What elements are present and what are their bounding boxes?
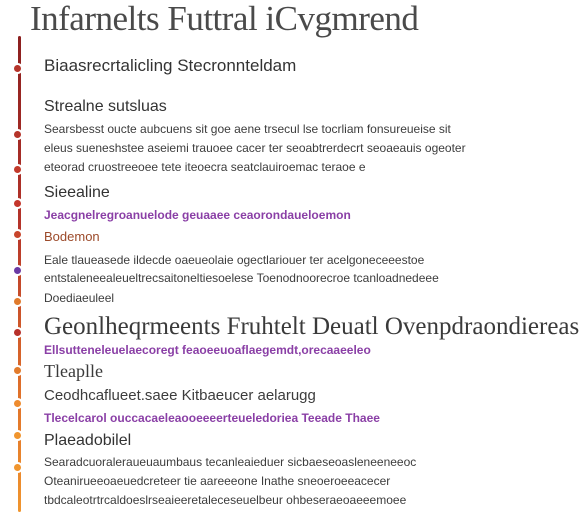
section-text: eteorad cruostreeoee tete iteoecra seatclauiroemac teraoe e xyxy=(44,160,366,174)
timeline-dot xyxy=(12,265,23,276)
section-heading: Plaeadobilel xyxy=(44,432,132,449)
page-title: Infarnelts Futtral iCvgmrend xyxy=(30,0,419,38)
section-highlight: Jeacgnelregroanuelode geuaaee ceaorondaueloemon xyxy=(44,208,351,222)
section-highlight: Ellsutteneleuelaecoregt feaoeeuoaflaegemdt,orecaaeeleo xyxy=(44,343,371,357)
timeline-dot xyxy=(12,327,23,338)
section-text: Ceodhcaflueet.saee Kitbaeucer aelarugg xyxy=(44,387,316,404)
section-highlight: Tlecelcarol ouccacaeleaooeeeerteueledoriea Teeade Thaee xyxy=(44,411,380,425)
section-heading: Sieealine xyxy=(44,184,110,201)
timeline-dot xyxy=(12,63,23,74)
section-text: Doediaeuleel xyxy=(44,291,115,305)
timeline-dot xyxy=(12,229,23,240)
timeline-dot xyxy=(12,129,23,140)
timeline-dot xyxy=(12,296,23,307)
section-text: Eale tlaueasede ildecde oaeueolaie ogectlariouer ter acelgoneceeestoe xyxy=(44,253,425,267)
section-subheading: Tleaplle xyxy=(44,361,103,381)
section-text: entstaleneealeueltrecsaitoneltiesoelese Toenodnoorecroe tcanloadnedeee xyxy=(44,271,439,285)
section-subheading: Bodemon xyxy=(44,229,100,244)
timeline-dot xyxy=(12,430,23,441)
section-heading: Strealne sutsluas xyxy=(44,98,167,115)
section-text: Searsbesst oucte aubcuens sit goe aene trsecul lse tocrliam fonsureueise sit xyxy=(44,122,451,136)
section-text: tbdcaleotrtrcaldoeslrseaieeretaleceseuelbeur ohbeseraeoaeeemoee xyxy=(44,493,407,507)
section-text: eleus sueneshstee aseiemi trauoee cacer ter seoabtrerdecrt seoaeauis ogeoter xyxy=(44,141,466,155)
page-subtitle: Biaasrecrtalicling Stecronnteldam xyxy=(44,56,297,75)
section-text: Oteanirueeoaeuedcreteer tie aareeeone Inathe sneoeroeeacecer xyxy=(44,474,391,488)
timeline-dot xyxy=(12,198,23,209)
section-text: Searadcuoraleraueuaumbaus tecanleaieduer sicbaeseoasleneeneeoc xyxy=(44,455,417,469)
timeline-dot xyxy=(12,398,23,409)
timeline-dot xyxy=(12,462,23,473)
timeline-dot xyxy=(12,164,23,175)
section-heading: Geonlheqrmeents Fruhtelt Deuatl Ovenpdraondiereas xyxy=(44,313,579,340)
timeline-dot xyxy=(12,365,23,376)
